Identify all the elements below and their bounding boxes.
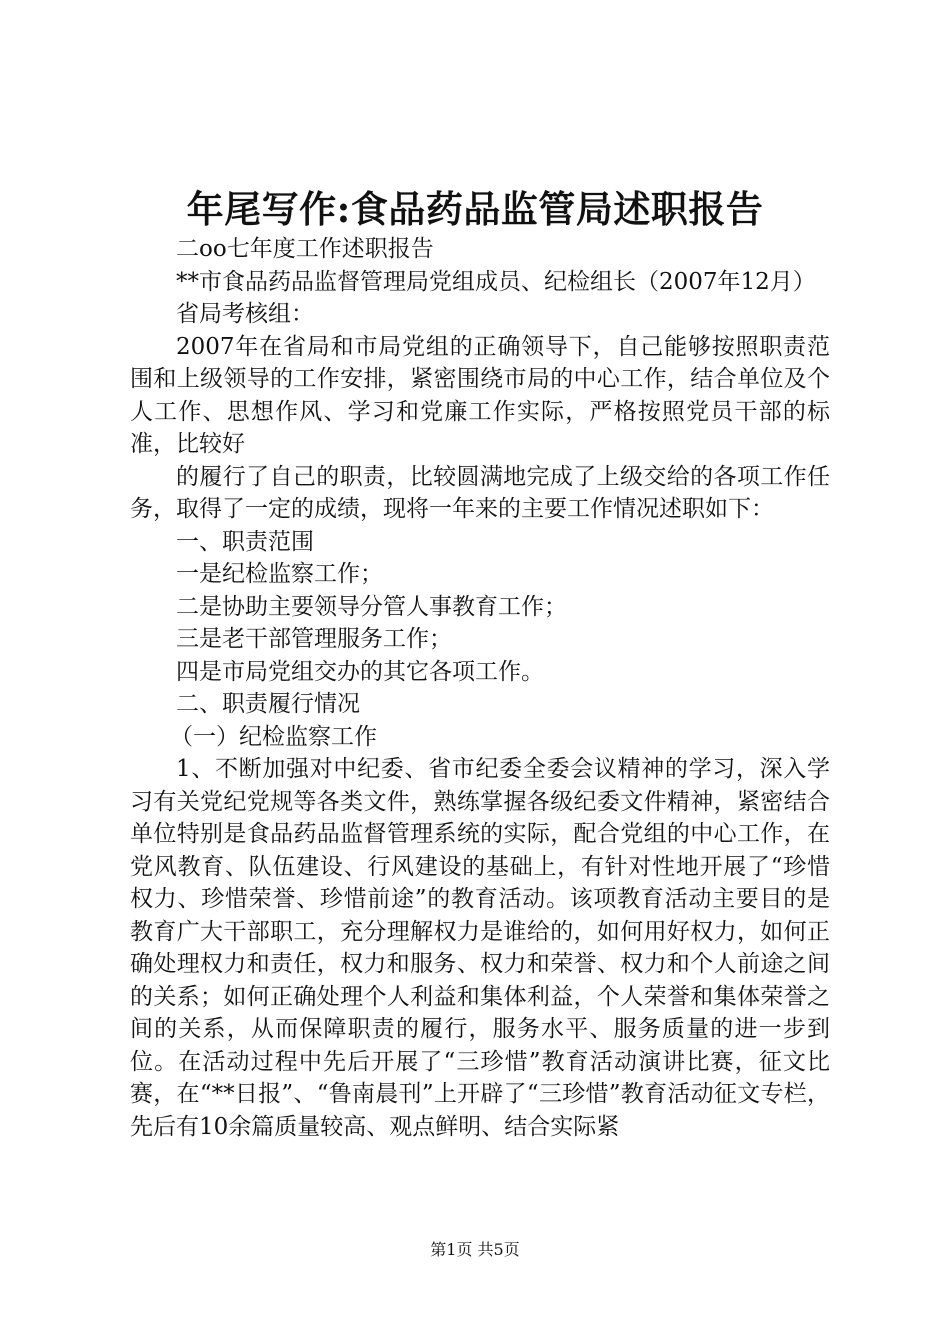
section-heading: 一、职责范围 [176, 528, 314, 555]
salutation: 省局考核组： [176, 301, 314, 327]
document-title: 年尾写作:食品药品监管局述职报告 [186, 187, 764, 231]
list-item: 二是协助主要领导分管人事教育工作； [176, 593, 567, 620]
author-line: **市食品药品监督管理局党组成员、纪检组长（2007年12月） [176, 268, 816, 295]
body-paragraph: 2007年在省局和市局党组的正确领导下，自己能够按照职责范围和上级领导的工作安排，紧密围绕市局的中心工作，结合单位及个人工作、思想作风、学习和党廉工作实际，严格按照党员干部的标准，比较好 [130, 333, 830, 457]
page-number-footer: 第1页 共5页 [430, 1240, 520, 1259]
list-item: 一是纪检监察工作； [176, 561, 383, 587]
subsection-heading: （一）纪检监察工作 [170, 723, 377, 750]
section-heading: 二、职责履行情况 [176, 691, 360, 717]
body-paragraph: 1、不断加强对中纪委、省市纪委全委会议精神的学习，深入学习有关党纪党规等各类文件，熟练掌握各级纪委文件精神，紧密结合单位特别是食品药品监督管理系统的实际，配合党组的中心工作，在党风教育、队伍建设、行风建设的基础上，有针对性地开展了“珍惜权力、珍惜荣誉、珍惜前途”的教育活动。该项教育活动主要目的是教育广大干部职工，充分理解权力是谁给的，如何用好权力，如何正确处理权力和责任，权力和服务、权力和荣誉、权力和个人前途之间的关系；如何正确处理个人利益和集体利益，个人荣誉和集体荣誉之间的关系，从而保障职责的履行，服务水平、服务质量的进一步到位。在活动过程中先后开展了“三珍惜”教育活动演讲比赛，征文比赛，在“**日报”、“鲁南晨刊”上开辟了“三珍惜”教育活动征文专栏，先后有10余篇质量较高、观点鲜明、结合实际紧 [130, 756, 830, 1140]
list-item: 四是市局党组交办的其它各项工作。 [176, 658, 544, 685]
list-item: 三是老干部管理服务工作； [176, 626, 452, 652]
body-paragraph: 的履行了自己的职责，比较圆满地完成了上级交给的各项工作任务，取得了一定的成绩，现将一年来的主要工作情况述职如下： [130, 463, 830, 522]
document-body [130, 233, 830, 1143]
report-subtitle: 二oo七年度工作述职报告 [176, 236, 434, 262]
